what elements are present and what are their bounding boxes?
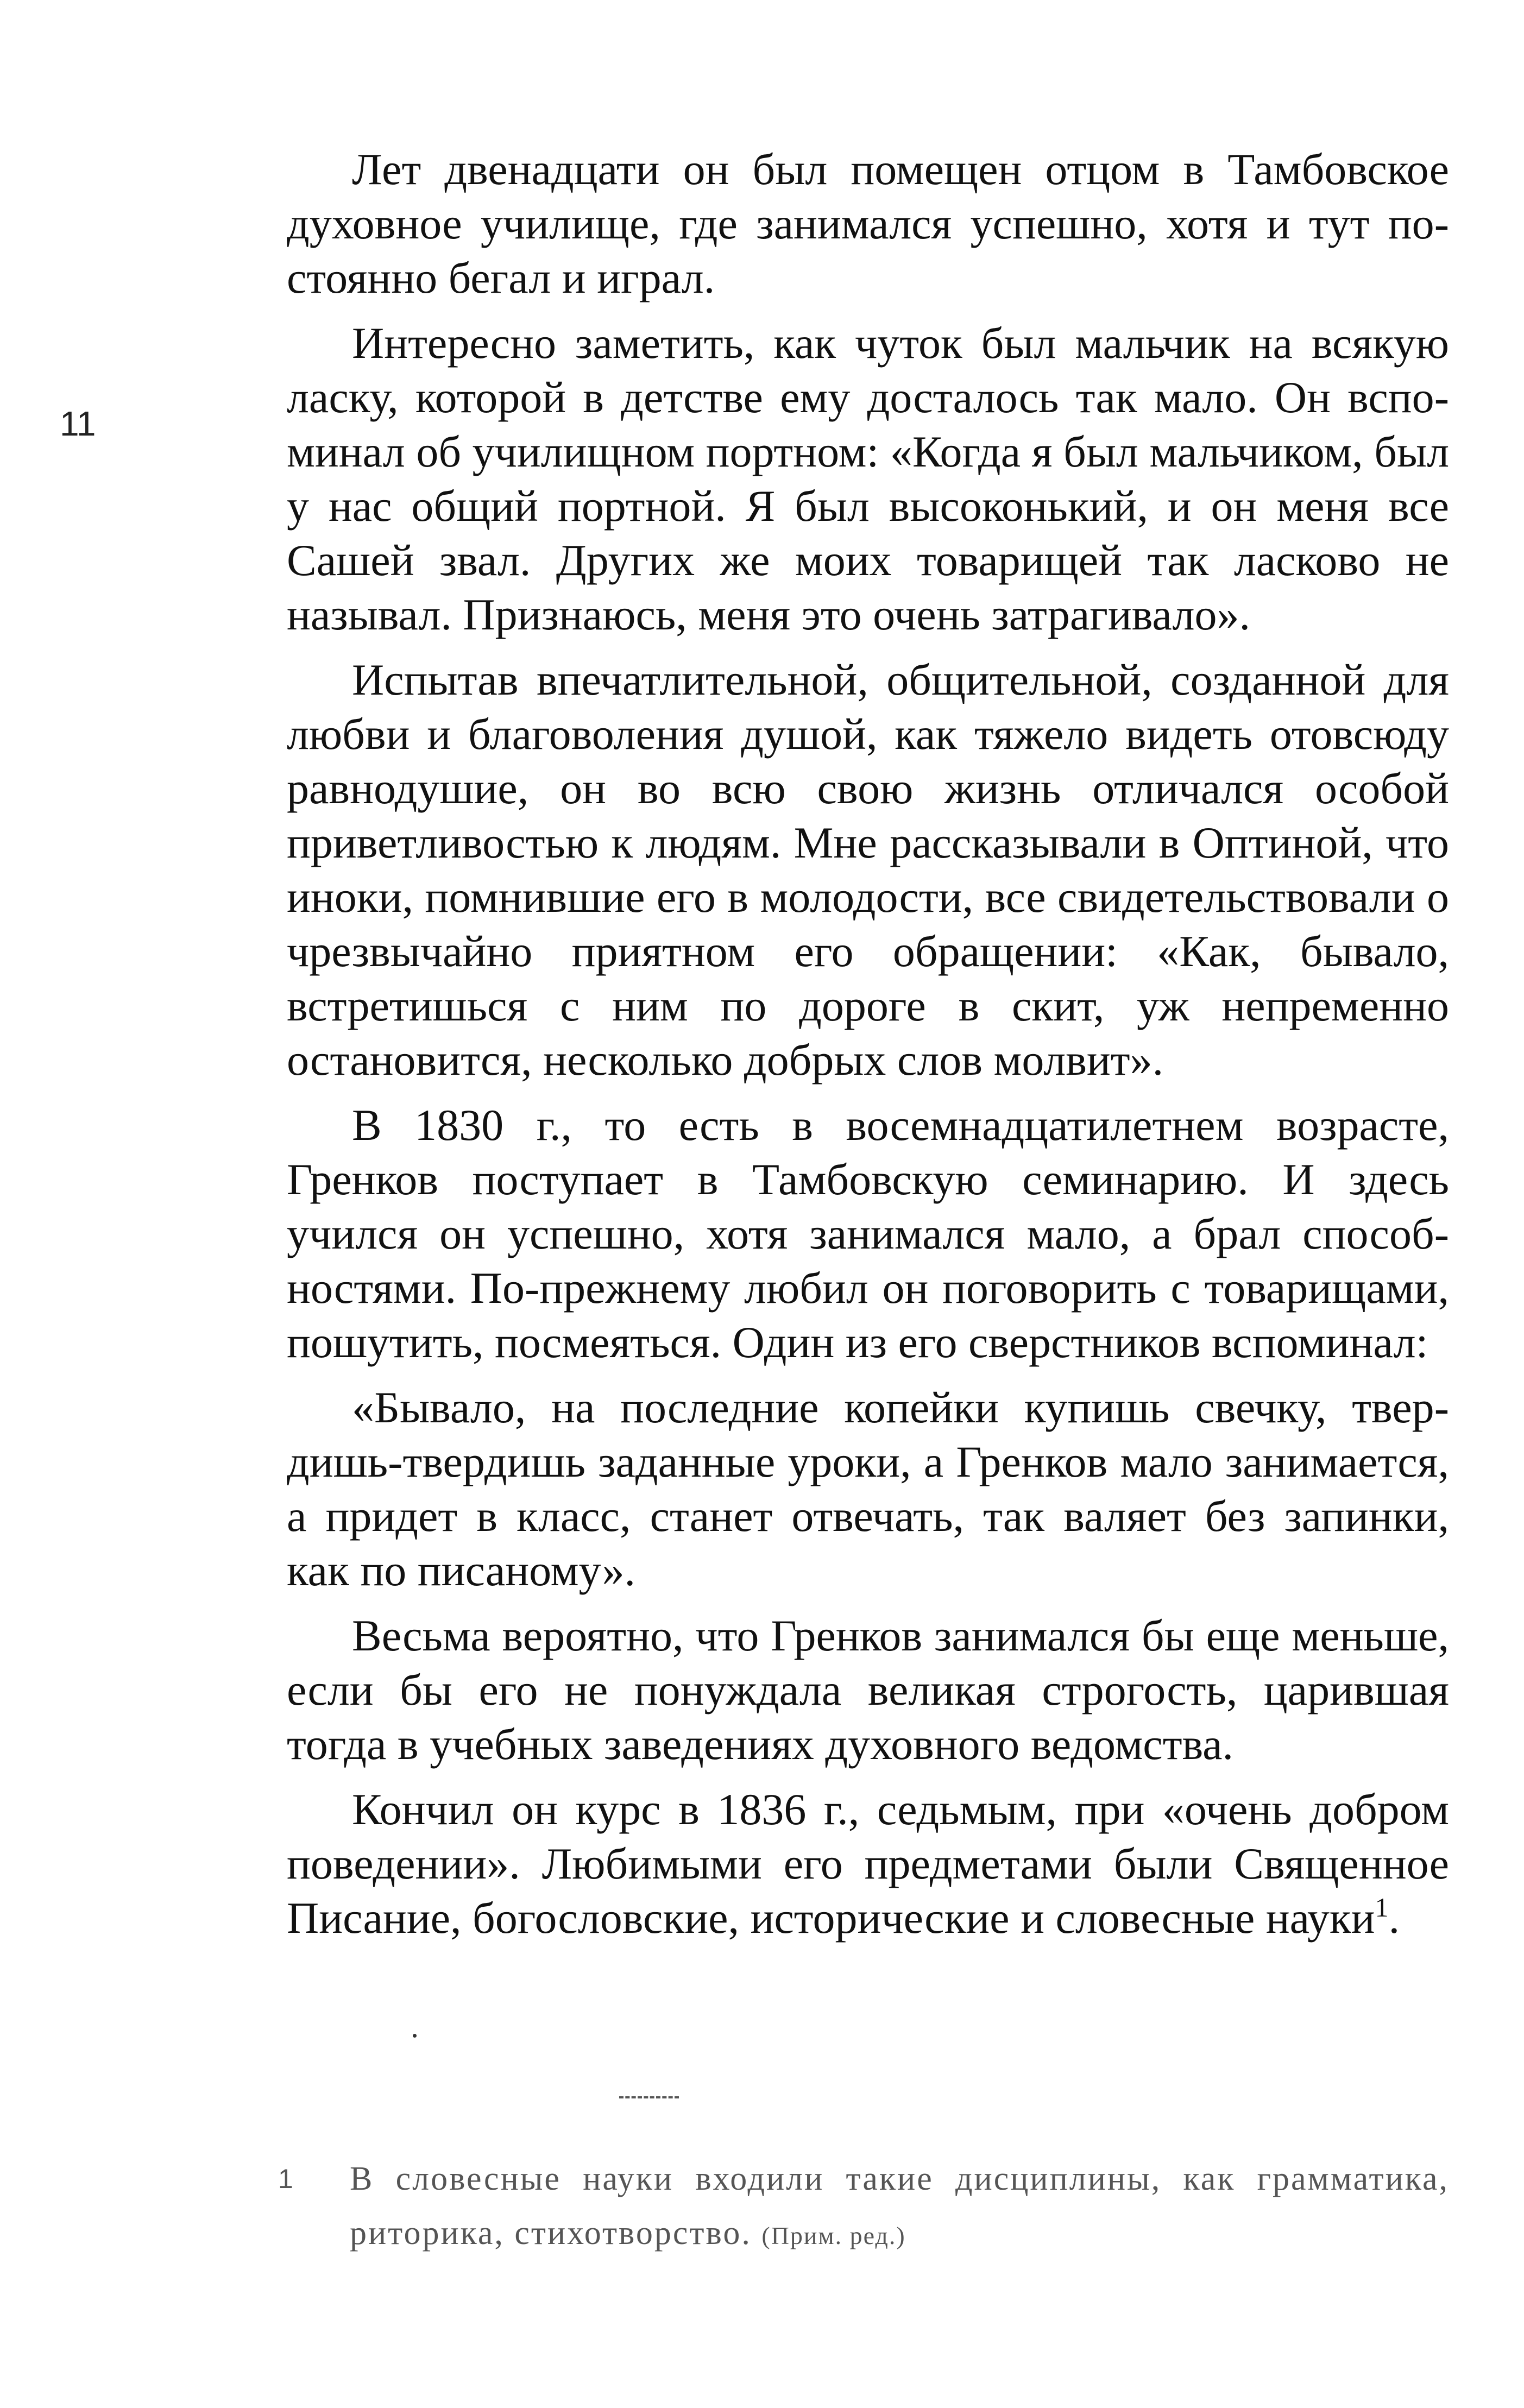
paragraph-last xyxy=(287,1782,1449,1945)
paragraph: Весьма вероятно, что Гренков занимался бы еще меньше, если бы его не понуждала великая строгость, царившая тогда в учебных заведениях духовного ведомства. xyxy=(287,1611,1449,1769)
main-text xyxy=(287,142,1449,1956)
footnote-separator xyxy=(619,2096,679,2098)
footnote-mark: 1 xyxy=(278,2164,295,2194)
footnote-text: В словесные науки входили такие дисциплины, как грамматика, риторика, стихотворство. xyxy=(350,2160,1449,2252)
paragraph: Испытав впечатлительной, общительной, созданной для любви и благоволения душой, как тяжело видеть отовсюду равнодушие, он во всю свою жизнь отличался особой приветливостью к людям. Мне рассказывали в Оптиной, что иноки, помнившие его в молодости, все свидетельствовали о чрезвычайно приятном его обращении: «Как, бывало, встретишься с ним по дороге в скит, уж непременно остановится, несколько добрых слов молвит». xyxy=(287,655,1449,1085)
quote-paragraph: «Бывало, на последние копейки купишь свечку, твердишь-твердишь заданные уроки, а Гренков мало занимается, а придет в класс, станет отвечать, так валяет без запинки, как по писаному». xyxy=(287,1383,1449,1595)
footnote-reference: 1 xyxy=(1375,1892,1389,1922)
page-number: 11 xyxy=(60,404,96,443)
paragraph: В 1830 г., то есть в восемнадцатилетнем возрасте, Гренков поступает в Тамбовскую семинарию. И здесь учился он успешно, хотя занимался мало, а брал способностями. По-прежнему любил он поговорить с товарищами, пошутить, посмеяться. Один из его сверстников вспоминал: xyxy=(287,1100,1449,1367)
print-speck xyxy=(413,2034,417,2038)
paragraph: Интересно заметить, как чуток был мальчик на всякую ласку, которой в детстве ему досталось так мало. Он вспоминал об училищном портном: «Когда я был мальчиком, был у нас общий портной. Я был высоконький, и он меня все Сашей звал. Других же моих товарищей так ласково не называл. Признаюсь, меня это очень затрагивало». xyxy=(287,318,1449,639)
footnote xyxy=(278,2152,1449,2263)
paragraph-text: Кончил он курс в 1836 г., седьмым, при «очень добром поведении». Любимыми его предметами были Священное Писание, богословские, исторические и словесные науки xyxy=(287,1785,1449,1943)
footnote-editor-note: (Прим. ред.) xyxy=(761,2222,906,2249)
paragraph: Лет двенадцати он был помещен отцом в Тамбовское духовное училище, где занимался успешно, хотя и тут постоянно бегал и играл. xyxy=(287,144,1449,302)
footnote-body xyxy=(278,2152,1449,2263)
paragraph-end: . xyxy=(1388,1893,1400,1943)
